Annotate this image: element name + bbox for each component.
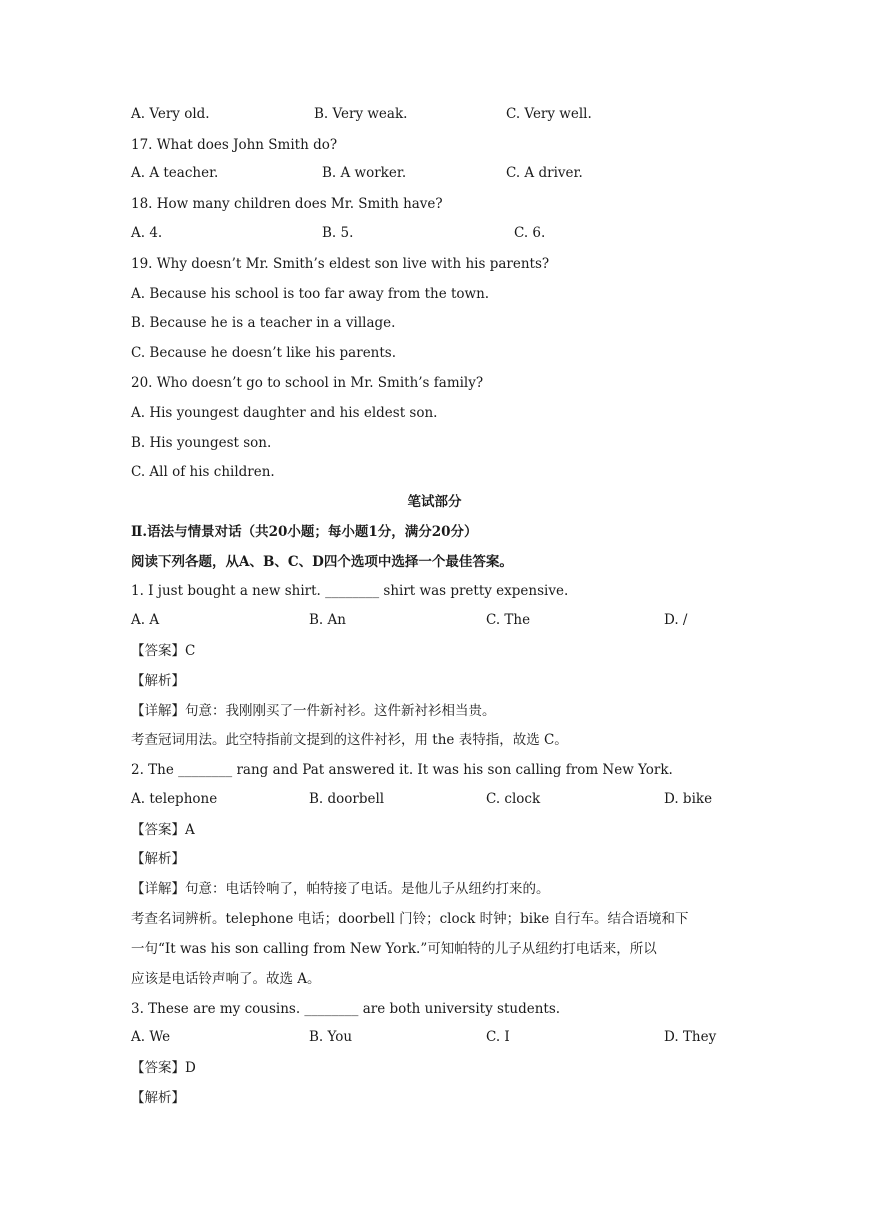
q20-option-a: A. His youngest daughter and his eldest son.	[131, 405, 438, 421]
part2-heading: Ⅱ.语法与情景对话（共20小题；每小题1分，满分20分）	[131, 524, 478, 540]
w1-option-a: A. A	[131, 612, 160, 628]
w2-detail: 【详解】句意：电话铃响了，帕特接了电话。是他儿子从纽约打来的。	[131, 881, 550, 897]
q16-option-a: A. Very old.	[131, 106, 210, 122]
q16-option-c: C. Very well.	[506, 106, 592, 122]
w1-stem: 1. I just bought a new shirt. ________ shirt was pretty expensive.	[131, 583, 569, 599]
w1-explain: 考查冠词用法。此空特指前文提到的这件衬衫，用 the 表特指，故选 C。	[131, 732, 568, 748]
q18-option-b: B. 5.	[322, 225, 354, 241]
q17-stem: 17. What does John Smith do?	[131, 137, 338, 153]
w3-option-a: A. We	[131, 1029, 171, 1045]
q20-option-b: B. His youngest son.	[131, 435, 272, 451]
q17-option-b: B. A worker.	[322, 165, 407, 181]
w3-stem: 3. These are my cousins. ________ are both university students.	[131, 1001, 561, 1017]
q19-stem: 19. Why doesn’t Mr. Smith’s eldest son live with his parents?	[131, 256, 550, 272]
q18-stem: 18. How many children does Mr. Smith have?	[131, 196, 443, 212]
q17-option-a: A. A teacher.	[131, 165, 219, 181]
q19-option-b: B. Because he is a teacher in a village.	[131, 315, 396, 331]
q18-option-c: C. 6.	[514, 225, 546, 241]
w1-option-c: C. The	[486, 612, 531, 628]
w3-option-d: D. They	[664, 1029, 717, 1045]
w2-option-a: A. telephone	[131, 791, 218, 807]
q20-stem: 20. Who doesn’t go to school in Mr. Smith’s family?	[131, 375, 484, 391]
w3-analysis: 【解析】	[131, 1090, 185, 1106]
w2-analysis: 【解析】	[131, 851, 185, 867]
w1-answer: 【答案】C	[131, 643, 196, 659]
w2-option-b: B. doorbell	[309, 791, 385, 807]
w1-option-d: D. /	[664, 612, 688, 628]
q17-option-c: C. A driver.	[506, 165, 583, 181]
q20-option-c: C. All of his children.	[131, 464, 275, 480]
w2-stem: 2. The ________ rang and Pat answered it. It was his son calling from New York.	[131, 762, 673, 778]
w1-detail: 【详解】句意：我刚刚买了一件新衬衫。这件新衬衫相当贵。	[131, 703, 496, 719]
w2-explain-line-2: 一句“It was his son calling from New York.”可知帕特的儿子从纽约打电话来，所以	[131, 941, 657, 957]
w2-explain-line-3: 应该是电话铃声响了。故选 A。	[131, 971, 321, 987]
part2-instruction: 阅读下列各题，从A、B、C、D四个选项中选择一个最佳答案。	[131, 554, 513, 570]
q18-option-a: A. 4.	[131, 225, 163, 241]
q19-option-a: A. Because his school is too far away from the town.	[131, 286, 490, 302]
w3-option-b: B. You	[309, 1029, 353, 1045]
w1-analysis: 【解析】	[131, 673, 185, 689]
q19-option-c: C. Because he doesn’t like his parents.	[131, 345, 397, 361]
w1-option-b: B. An	[309, 612, 346, 628]
w3-option-c: C. I	[486, 1029, 510, 1045]
w3-answer: 【答案】D	[131, 1060, 196, 1076]
w2-option-c: C. clock	[486, 791, 541, 807]
section-title: 笔试部分	[407, 494, 462, 510]
w2-option-d: D. bike	[664, 791, 713, 807]
w2-explain-line-1: 考查名词辨析。telephone 电话；doorbell 门铃；clock 时钟；bike 自行车。结合语境和下	[131, 911, 689, 927]
q16-option-b: B. Very weak.	[314, 106, 408, 122]
w2-answer: 【答案】A	[131, 822, 195, 838]
